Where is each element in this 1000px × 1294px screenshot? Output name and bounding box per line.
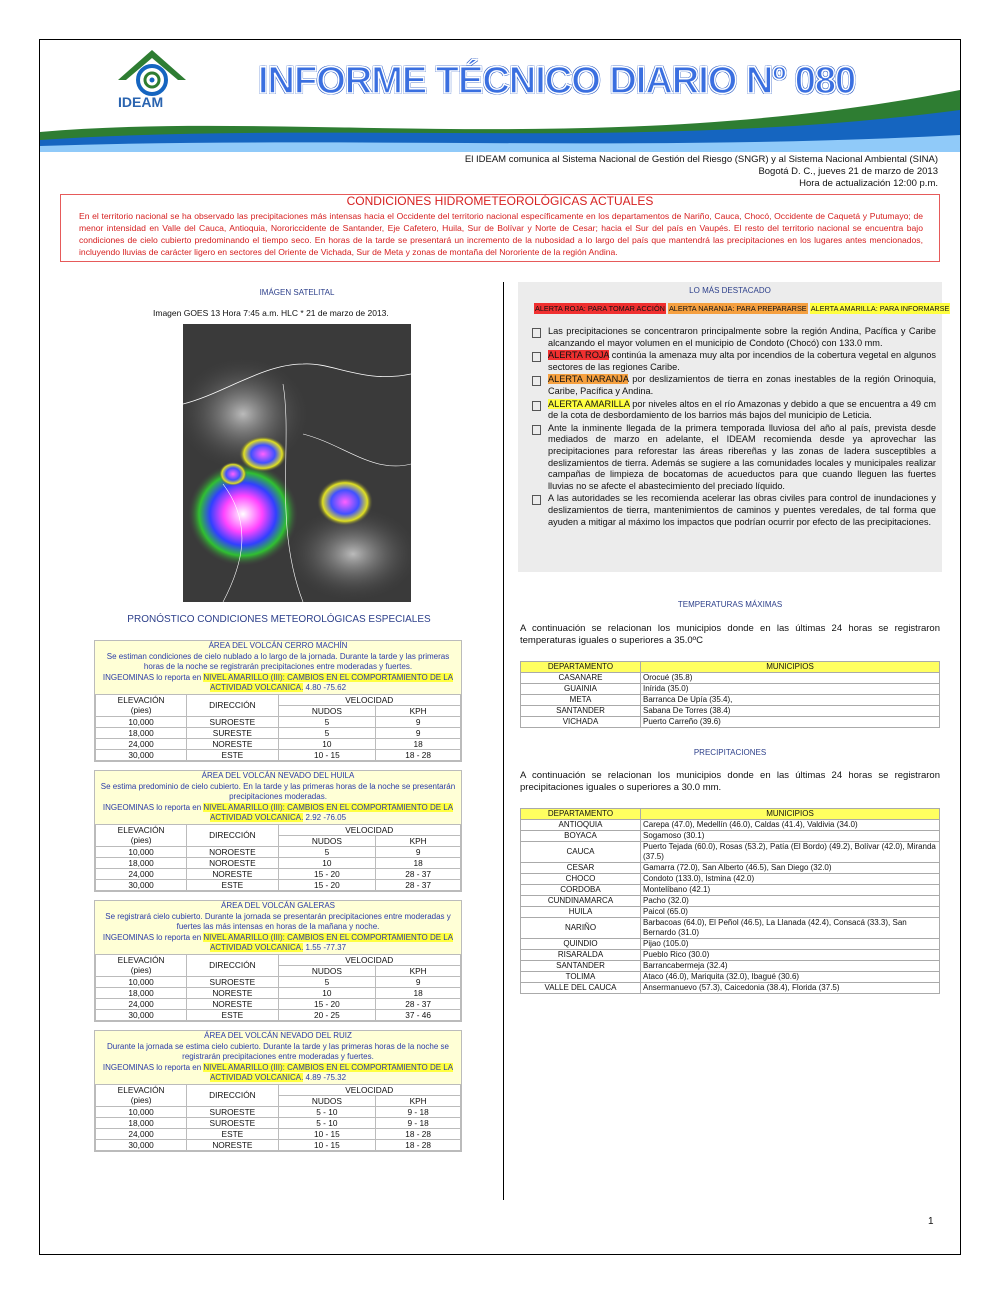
volcano-status bbox=[98, 933, 458, 954]
col-direction: DIRECCIÓN bbox=[187, 1084, 278, 1106]
table-row bbox=[521, 907, 940, 918]
table-cell: 10 bbox=[278, 987, 376, 998]
col-knots: NUDOS bbox=[278, 835, 376, 846]
department-cell: CORDOBA bbox=[521, 885, 641, 896]
table-cell: 10,000 bbox=[96, 716, 187, 727]
municipalities-cell: Barrancabermeja (32.4) bbox=[641, 961, 940, 972]
table-cell: 9 bbox=[376, 716, 461, 727]
department-cell: CUNDINAMARCA bbox=[521, 896, 641, 907]
col-elevation: ELEVACIÓN (pies) bbox=[96, 954, 187, 976]
col-elevation: ELEVACIÓN (pies) bbox=[96, 824, 187, 846]
municipalities-cell: Orocué (35.8) bbox=[641, 673, 940, 684]
conditions-text: En el territorio nacional se ha observado las precipitaciones más intensas hacia el Occidente del territorio nacional específicamente en los departamentos de Nariño, Cauca, Chocó, Occidente de Caquetá y Putumayo; de menor intensidad en Valle del Cauca, Antioquia, Nororiccidente de Santander, Eje Cafetero, Huila, Sur de Bolívar y Norte de Cesar; hacia el Sur del país en Vaupés. El resto del territorio nacional se encuentra bajo condiciones de cielo cubierto predominando el tiempo seco. En horas de la tarde se presentará un incremento de la nubosidad a lo largo del país que mantendrá las precipitaciones en los lugares antes mencionados, incluyendo lluvias de carácter ligero en sectores del Oriente de Vichada, Sur de Meta y zonas de montaña del Nororiente de la región Andina. bbox=[79, 211, 923, 257]
table-row bbox=[521, 961, 940, 972]
table-cell: 24,000 bbox=[96, 1128, 187, 1139]
table-cell: 28 - 37 bbox=[376, 868, 461, 879]
table-cell: ESTE bbox=[187, 1128, 278, 1139]
table-cell: 18,000 bbox=[96, 987, 187, 998]
precipitation-section bbox=[520, 748, 940, 994]
table-cell: SURESTE bbox=[187, 727, 278, 738]
volcano-header bbox=[95, 901, 461, 954]
volcano-desc: Se estima predominio de cielo cubierto. En la tarde y las primeras horas de la noche se presentarán precipitaciones moderadas. bbox=[100, 781, 456, 801]
table-cell: NOROESTE bbox=[187, 857, 278, 868]
table-cell: 5 bbox=[278, 846, 376, 857]
wind-table bbox=[95, 824, 461, 891]
table-row bbox=[96, 738, 461, 749]
table-cell: 9 - 18 bbox=[376, 1117, 461, 1128]
municipalities-cell: Puerto Tejada (60.0), Rosas (53.2), Patía (El Bordo) (49.2), Bolívar (42.0), Miranda (37.5) bbox=[641, 842, 940, 863]
col-department: DEPARTAMENTO bbox=[521, 662, 641, 673]
col-velocity: VELOCIDAD bbox=[278, 954, 461, 965]
volcano-box bbox=[94, 900, 462, 1022]
table-cell: ESTE bbox=[187, 1009, 278, 1020]
wind-table bbox=[95, 694, 461, 761]
volcano-desc: Se estiman condiciones de cielo nublado a lo largo de la jornada. Durante la tarde y las primeras horas de la noche se registrarán precipitaciones entre moderadas y fuertes. bbox=[106, 651, 450, 671]
col-velocity: VELOCIDAD bbox=[278, 694, 461, 705]
municipalities-cell: Paicol (65.0) bbox=[641, 907, 940, 918]
table-row bbox=[96, 1117, 461, 1128]
logo-text: IDEAM bbox=[118, 94, 164, 110]
volcano-coords: 4.80 -75.62 bbox=[303, 683, 347, 692]
table-cell: NORESTE bbox=[187, 738, 278, 749]
table-cell: 10 bbox=[278, 857, 376, 868]
table-cell: 10 - 15 bbox=[278, 1139, 376, 1150]
table-row bbox=[96, 1106, 461, 1117]
table-cell: NORESTE bbox=[187, 1139, 278, 1150]
municipalities-cell: Carepa (47.0), Medellín (46.0), Caldas (41.4), Valdivia (34.0) bbox=[641, 820, 940, 831]
table-cell: 9 bbox=[376, 846, 461, 857]
highlight-text: Ante la inminente llegada de la primera temporada lluviosa del año al país, prevista desde mediados de marzo en adelante, el IDEAM recomienda desde ya aprovechar las precipitaciones para reforestar las áreas ribereñas y las zonas de ladera susceptibles a deslizamientos de tierra. Además se sugiere a las comunidades locales y municipales realizar campañas de limpieza de bocatomas de acueductos para que cuando lleguen las fuertes lluvias no se afecte el abastecimiento del preciado líquido. bbox=[548, 422, 936, 491]
volcano-coords: 1.55 -77.37 bbox=[303, 943, 347, 952]
department-cell: NARIÑO bbox=[521, 918, 641, 939]
department-cell: GUAINIA bbox=[521, 684, 641, 695]
volcano-name: ÁREA DEL VOLCÁN NEVADO DEL HUILA bbox=[201, 771, 355, 780]
forecast-title: PRONÓSTICO CONDICIONES METEOROLÓGICAS ESPECIALES bbox=[127, 614, 431, 625]
col-velocity: VELOCIDAD bbox=[278, 1084, 461, 1095]
precipitation-title: PRECIPITACIONES bbox=[693, 748, 767, 757]
col-knots: NUDOS bbox=[278, 1095, 376, 1106]
col-elevation: ELEVACIÓN (pies) bbox=[96, 694, 187, 716]
volcano-name: ÁREA DEL VOLCÁN NEVADO DEL RUIZ bbox=[204, 1031, 352, 1040]
department-cell: BOYACA bbox=[521, 831, 641, 842]
municipalities-cell: Gamarra (72.0), San Alberto (46.5), San Diego (32.0) bbox=[641, 863, 940, 874]
table-row bbox=[96, 1009, 461, 1020]
table-row bbox=[521, 939, 940, 950]
satellite-image bbox=[183, 324, 411, 602]
table-cell: 18,000 bbox=[96, 727, 187, 738]
table-cell: 15 - 20 bbox=[278, 868, 376, 879]
table-row bbox=[521, 863, 940, 874]
table-cell: 30,000 bbox=[96, 1139, 187, 1150]
highlight-item bbox=[532, 374, 936, 397]
table-row bbox=[521, 684, 940, 695]
highlights-box bbox=[518, 282, 950, 572]
table-cell: 9 - 18 bbox=[376, 1106, 461, 1117]
volcano-header bbox=[95, 771, 461, 824]
col-knots: NUDOS bbox=[278, 965, 376, 976]
table-cell: 30,000 bbox=[96, 1009, 187, 1020]
highlight-item bbox=[532, 493, 936, 528]
table-cell: ESTE bbox=[187, 879, 278, 890]
municipalities-cell: Barranca De Upía (35.4), bbox=[641, 695, 940, 706]
alert-level: NIVEL AMARILLO (III): CAMBIOS EN EL COMPORTAMIENTO DE LA ACTIVIDAD VOLCANICA. bbox=[203, 1062, 454, 1082]
municipalities-cell: Sogamoso (30.1) bbox=[641, 831, 940, 842]
table-cell: 15 - 20 bbox=[278, 879, 376, 890]
tag-yellow: ALERTA AMARILLA bbox=[548, 398, 630, 409]
table-cell: 10 bbox=[278, 738, 376, 749]
table-cell: SUROESTE bbox=[187, 716, 278, 727]
table-row bbox=[521, 896, 940, 907]
highlight-text: continúa la amenaza muy alta por incendios de la cobertura vegetal en algunos sectores de las regiones Caribe. bbox=[548, 350, 936, 372]
table-cell: NORESTE bbox=[187, 868, 278, 879]
table-cell: SUROESTE bbox=[187, 1106, 278, 1117]
department-cell: VICHADA bbox=[521, 717, 641, 728]
table-cell: 28 - 37 bbox=[376, 879, 461, 890]
department-cell: SANTANDER bbox=[521, 706, 641, 717]
temperatures-text: A continuación se relacionan los municipios donde en las últimas 24 horas se registraron temperaturas iguales o superiores a 35.0ºC bbox=[520, 623, 940, 646]
volcano-box bbox=[94, 1030, 462, 1152]
municipalities-cell: Ataco (46.0), Mariquita (32.0), Ibagué (30.6) bbox=[641, 972, 940, 983]
table-cell: NORESTE bbox=[187, 998, 278, 1009]
municipalities-cell: Barbacoas (64.0), El Peñol (46.5), La Llanada (42.4), Consacá (33.3), San Bernardo (31.0) bbox=[641, 918, 940, 939]
volcano-name: ÁREA DEL VOLCÁN CERRO MACHÍN bbox=[208, 641, 348, 650]
table-row bbox=[521, 950, 940, 961]
current-conditions-box bbox=[60, 194, 940, 262]
department-cell: CHOCO bbox=[521, 874, 641, 885]
table-cell: 5 - 10 bbox=[278, 1117, 376, 1128]
table-cell: 5 bbox=[278, 727, 376, 738]
department-cell: META bbox=[521, 695, 641, 706]
col-municipalities: MUNICIPIOS bbox=[641, 809, 940, 820]
volcano-status bbox=[98, 803, 458, 824]
table-cell: 37 - 46 bbox=[376, 1009, 461, 1020]
col-knots: NUDOS bbox=[278, 705, 376, 716]
municipalities-cell: Sabana De Torres (38.4) bbox=[641, 706, 940, 717]
satellite-caption: Imagen GOES 13 Hora 7:45 a.m. HLC * 21 de marzo de 2013. bbox=[153, 308, 389, 318]
department-cell: QUINDIO bbox=[521, 939, 641, 950]
highlight-text: por niveles altos en el río Amazonas y debido a que se encuentra a 49 cm de la cota de desbordamiento de los barrios más bajos del municipio de Leticia. bbox=[548, 398, 936, 421]
highlight-item bbox=[532, 350, 936, 373]
table-cell: 5 bbox=[278, 976, 376, 987]
table-row bbox=[521, 874, 940, 885]
table-row bbox=[96, 987, 461, 998]
table-row bbox=[96, 998, 461, 1009]
temperatures-section bbox=[520, 600, 940, 728]
tag-orange: ALERTA NARANJA bbox=[548, 374, 629, 385]
col-kph: KPH bbox=[376, 835, 461, 846]
report-title: INFORME TÉCNICO DIARIO Nº 080 bbox=[258, 60, 856, 102]
temperatures-title: TEMPERATURAS MÁXIMAS bbox=[677, 600, 783, 609]
highlight-text: A las autoridades se les recomienda acelerar las obras civiles para control de inundaciones y deslizamientos de tierra, mantenimientos de caminos y puentes veredales, de tal forma que ayuden a mitigar al máximo los impactos que podrían ocurrir por efecto de las precipitaciones. bbox=[548, 493, 936, 527]
header-banner bbox=[40, 40, 960, 152]
table-cell: 20 - 25 bbox=[278, 1009, 376, 1020]
tag-red: ALERTA ROJA bbox=[548, 350, 610, 361]
department-cell: CAUCA bbox=[521, 842, 641, 863]
department-cell: CASANARE bbox=[521, 673, 641, 684]
table-header bbox=[521, 809, 940, 820]
table-row bbox=[521, 820, 940, 831]
col-department: DEPARTAMENTO bbox=[521, 809, 641, 820]
table-cell: 30,000 bbox=[96, 749, 187, 760]
highlight-text: por deslizamientos de tierra en zonas inestables de la región Orinoquia, Caribe, Pacífica y Andina. bbox=[548, 374, 936, 396]
table-cell: 18 bbox=[376, 738, 461, 749]
table-row bbox=[96, 1139, 461, 1150]
table-cell: 5 bbox=[278, 716, 376, 727]
table-cell: 18 - 28 bbox=[376, 749, 461, 760]
department-cell: ANTIOQUIA bbox=[521, 820, 641, 831]
municipalities-cell: Inírida (35.0) bbox=[641, 684, 940, 695]
col-kph: KPH bbox=[376, 1095, 461, 1106]
highlight-item bbox=[532, 326, 936, 349]
table-row bbox=[521, 918, 940, 939]
alert-level: NIVEL AMARILLO (III): CAMBIOS EN EL COMPORTAMIENTO DE LA ACTIVIDAD VOLCANICA. bbox=[203, 672, 454, 692]
conditions-title: CONDICIONES HIDROMETEOROLÓGICAS ACTUALES bbox=[346, 194, 654, 208]
table-cell: 15 - 20 bbox=[278, 998, 376, 1009]
col-direction: DIRECCIÓN bbox=[187, 824, 278, 846]
table-row bbox=[521, 983, 940, 994]
table-row bbox=[521, 831, 940, 842]
table-cell: 30,000 bbox=[96, 879, 187, 890]
alert-level: NIVEL AMARILLO (III): CAMBIOS EN EL COMPORTAMIENTO DE LA ACTIVIDAD VOLCANICA. bbox=[203, 932, 454, 952]
volcano-coords: 2.92 -76.05 bbox=[303, 813, 347, 822]
table-row bbox=[96, 1128, 461, 1139]
municipalities-cell: Pijao (105.0) bbox=[641, 939, 940, 950]
col-direction: DIRECCIÓN bbox=[187, 954, 278, 976]
department-cell: SANTANDER bbox=[521, 961, 641, 972]
table-cell: 24,000 bbox=[96, 868, 187, 879]
highlights-list bbox=[532, 326, 936, 529]
col-kph: KPH bbox=[376, 705, 461, 716]
badge-yellow: ALERTA AMARILLA: PARA INFORMARSE bbox=[810, 304, 950, 313]
table-cell: 5 - 10 bbox=[278, 1106, 376, 1117]
volcano-coords: 4.89 -75.32 bbox=[303, 1073, 347, 1082]
table-row bbox=[96, 879, 461, 890]
table-row bbox=[521, 972, 940, 983]
precipitation-text: A continuación se relacionan los municipios donde en las últimas 24 horas se registraron precipitaciones iguales o superiores a 30.0 mm. bbox=[520, 770, 940, 793]
table-row bbox=[96, 727, 461, 738]
alert-level: NIVEL AMARILLO (III): CAMBIOS EN EL COMPORTAMIENTO DE LA ACTIVIDAD VOLCANICA. bbox=[203, 802, 454, 822]
volcano-status bbox=[98, 1063, 458, 1084]
badge-orange: ALERTA NARANJA: PARA PREPARARSE bbox=[668, 304, 807, 313]
table-cell: 10,000 bbox=[96, 976, 187, 987]
table-cell: 10,000 bbox=[96, 846, 187, 857]
table-cell: 18,000 bbox=[96, 1117, 187, 1128]
col-elevation: ELEVACIÓN (pies) bbox=[96, 1084, 187, 1106]
municipalities-cell: Condoto (133.0), Istmina (42.0) bbox=[641, 874, 940, 885]
department-cell: TOLIMA bbox=[521, 972, 641, 983]
table-row bbox=[96, 716, 461, 727]
municipalities-cell: Puerto Carreño (39.6) bbox=[641, 717, 940, 728]
table-row bbox=[96, 868, 461, 879]
intro-block bbox=[465, 154, 938, 190]
table-row bbox=[521, 885, 940, 896]
satellite-title: IMÁGEN SATELITAL bbox=[259, 288, 335, 297]
table-cell: 18 bbox=[376, 857, 461, 868]
table-header bbox=[521, 662, 940, 673]
volcano-header bbox=[95, 641, 461, 694]
table-cell: SUROESTE bbox=[187, 976, 278, 987]
table-cell: 10 - 15 bbox=[278, 749, 376, 760]
table-cell: ESTE bbox=[187, 749, 278, 760]
precipitation-table bbox=[520, 808, 940, 994]
table-cell: NOROESTE bbox=[187, 846, 278, 857]
table-row bbox=[521, 842, 940, 863]
municipalities-cell: Pueblo Rico (30.0) bbox=[641, 950, 940, 961]
intro-time: Hora de actualización 12:00 p.m. bbox=[799, 178, 938, 189]
table-cell: 18 - 28 bbox=[376, 1139, 461, 1150]
col-municipalities: MUNICIPIOS bbox=[641, 662, 940, 673]
volcano-desc: Durante la jornada se estima cielo cubierto. Durante la tarde y las primeras horas de la noche se registrarán precipitaciones entre moderadas y fuertes. bbox=[107, 1041, 449, 1061]
table-cell: 18 - 28 bbox=[376, 1128, 461, 1139]
wind-table bbox=[95, 954, 461, 1021]
department-cell: CESAR bbox=[521, 863, 641, 874]
status-prefix: INGEOMINAS lo reporta en bbox=[102, 672, 204, 682]
table-row bbox=[96, 976, 461, 987]
table-cell: 10 - 15 bbox=[278, 1128, 376, 1139]
table-row bbox=[521, 695, 940, 706]
table-row bbox=[96, 749, 461, 760]
table-cell: 18 bbox=[376, 987, 461, 998]
alert-legend bbox=[534, 304, 950, 313]
department-cell: RISARALDA bbox=[521, 950, 641, 961]
table-cell: NORESTE bbox=[187, 987, 278, 998]
table-cell: 28 - 37 bbox=[376, 998, 461, 1009]
badge-red: ALERTA ROJA: PARA TOMAR ACCIÓN bbox=[535, 304, 665, 313]
volcano-box bbox=[94, 770, 462, 892]
table-cell: 18,000 bbox=[96, 857, 187, 868]
municipalities-cell: Pacho (32.0) bbox=[641, 896, 940, 907]
page-number: 1 bbox=[928, 1216, 934, 1227]
table-cell: 9 bbox=[376, 727, 461, 738]
col-direction: DIRECCIÓN bbox=[187, 694, 278, 716]
highlight-item bbox=[532, 399, 936, 422]
table-cell: SUROESTE bbox=[187, 1117, 278, 1128]
status-prefix: INGEOMINAS lo reporta en bbox=[102, 932, 204, 942]
municipalities-cell: Ansermanuevo (57.3), Caicedonia (38.4), Florida (37.5) bbox=[641, 983, 940, 994]
volcano-name: ÁREA DEL VOLCÁN GALERAS bbox=[221, 901, 335, 910]
department-cell: HUILA bbox=[521, 907, 641, 918]
table-row bbox=[96, 857, 461, 868]
col-velocity: VELOCIDAD bbox=[278, 824, 461, 835]
volcano-status bbox=[98, 673, 458, 694]
table-cell: 10,000 bbox=[96, 1106, 187, 1117]
table-cell: 9 bbox=[376, 976, 461, 987]
highlights-title: LO MÁS DESTACADO bbox=[689, 286, 771, 295]
department-cell: VALLE DEL CAUCA bbox=[521, 983, 641, 994]
volcano-desc: Se registrará cielo cubierto. Durante la jornada se presentarán precipitaciones entre moderadas y fuertes las más intensas en horas de la mañana y noche. bbox=[105, 911, 451, 931]
column-divider bbox=[503, 282, 504, 1200]
intro-line: El IDEAM comunica al Sistema Nacional de Gestión del Riesgo (SNGR) y al Sistema Nacional Ambiental (SINA) bbox=[464, 154, 938, 165]
status-prefix: INGEOMINAS lo reporta en bbox=[102, 1062, 204, 1072]
table-cell: 24,000 bbox=[96, 998, 187, 1009]
status-prefix: INGEOMINAS lo reporta en bbox=[102, 802, 204, 812]
table-row bbox=[521, 717, 940, 728]
table-row bbox=[521, 706, 940, 717]
intro-date: Bogotá D. C., jueves 21 de marzo de 2013 bbox=[758, 166, 938, 177]
municipalities-cell: Montelíbano (42.1) bbox=[641, 885, 940, 896]
table-row bbox=[521, 673, 940, 684]
volcano-box bbox=[94, 640, 462, 762]
highlight-text: Las precipitaciones se concentraron principalmente sobre la región Andina, Pacífica y Caribe alcanzando el mayor volumen en el municipio de Condoto (Chocó) con 133.0 mm. bbox=[548, 326, 936, 348]
highlight-item bbox=[532, 423, 936, 493]
table-row bbox=[96, 846, 461, 857]
temperatures-table bbox=[520, 661, 940, 728]
table-cell: 24,000 bbox=[96, 738, 187, 749]
col-kph: KPH bbox=[376, 965, 461, 976]
volcano-header bbox=[95, 1031, 461, 1084]
wind-table bbox=[95, 1084, 461, 1151]
